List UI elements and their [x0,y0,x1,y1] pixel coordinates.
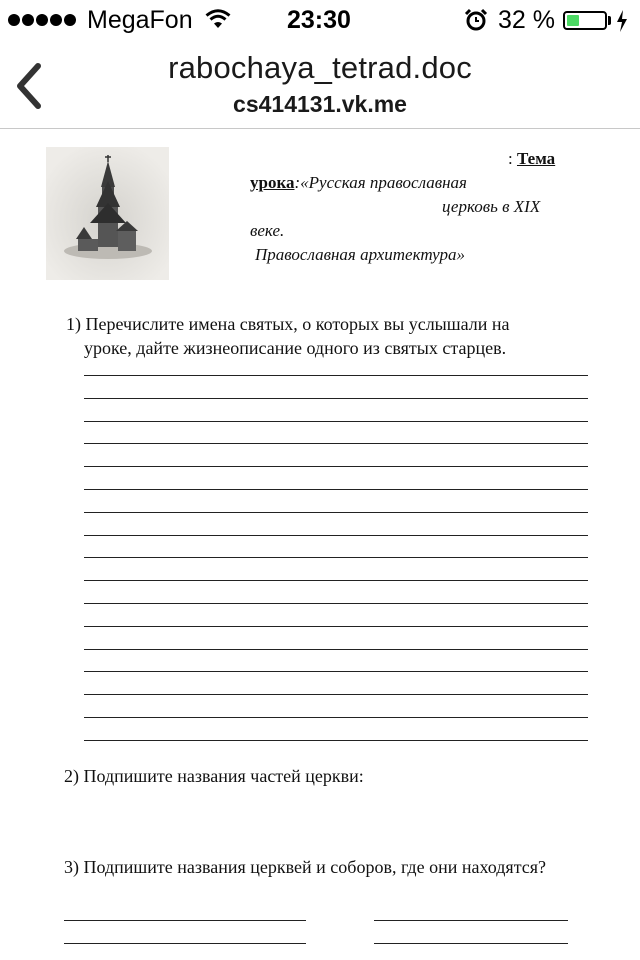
answer-line [84,443,588,444]
topic-text-line4: Православная архитектура» [255,245,465,264]
answer-line [84,740,588,741]
answer-line [84,535,588,536]
answer-line [84,649,588,650]
answer-line [84,489,588,490]
wooden-church-image [46,147,169,280]
battery-level-fill [567,15,579,26]
answer-line [84,466,588,467]
answer-line [84,671,588,672]
clock-time: 23:30 [287,6,351,34]
document-title: rabochaya_tetrad.doc [168,50,472,85]
question-1-line2: уроке, дайте жизнеописание одного из святых старцев. [84,338,507,358]
status-bar [0,0,640,42]
answer-line [84,421,588,422]
topic-label-part1: Тема [516,149,556,168]
document-host: cs414131.vk.me [233,91,407,117]
topic-prefix: : [508,149,517,168]
battery-icon [563,11,607,30]
answer-line [84,580,588,581]
question-3: 3) Подпишите названия церквей и соборов, где они находятся? [64,857,547,877]
alarm-icon [464,8,488,39]
answer-line [64,943,306,944]
wifi-icon [204,8,232,37]
answer-line [84,512,588,513]
answer-line [84,603,588,604]
answer-line [84,375,588,376]
question-1-line1: 1) Перечислите имена святых, о которых вы услышали на [66,314,510,334]
answer-line [84,557,588,558]
answer-line [84,694,588,695]
answer-line [84,398,588,399]
battery-nub [608,16,611,25]
document-viewer[interactable] [0,129,640,960]
topic-text-line2: церковь в XIX [442,197,541,216]
answer-line [84,626,588,627]
topic-label-part2: урока [250,173,295,192]
answer-line [374,920,568,921]
charging-bolt-icon [616,10,628,39]
topic-colon: : [294,173,301,192]
topic-text-line1: «Русская православная [300,173,467,192]
answer-line [84,717,588,718]
answer-line [374,943,568,944]
battery-percent: 32 % [498,6,555,34]
navigation-bar [0,42,640,129]
topic-text-line3: веке. [250,221,285,240]
answer-line [64,920,306,921]
carrier-name: MegaFon [87,6,193,34]
signal-strength-icon [8,14,76,26]
question-2: 2) Подпишите названия частей церкви: [64,766,364,786]
